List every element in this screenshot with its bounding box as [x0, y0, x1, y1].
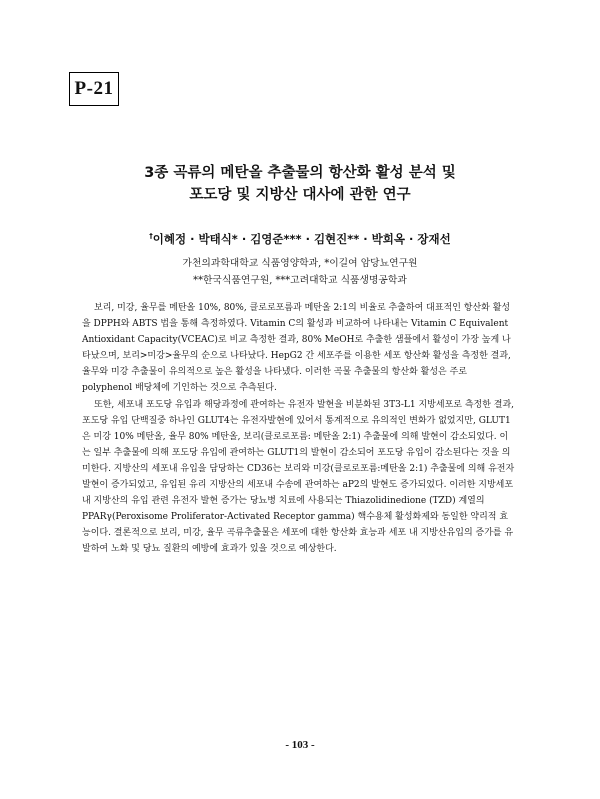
- title-line-1: 3종 곡류의 메탄올 추출물의 항산화 활성 분석 및: [144, 165, 456, 181]
- abstract-body: [82, 300, 516, 558]
- abstract-paragraph-2: 또한, 세포내 포도당 유입과 해당과정에 관여하는 유전자 발현을 비분화된 3T3-L1 지방세포로 측정한 결과, 포도당 유입 단백질중 하나인 GLUT4는 유전자발현에 있어서 통계적으로 유의적인 변화가 없었지만, GLUT1은 미강 10% 메탄올, 율무 80% 메탄올, 보리(클로로포름: 메탄올 2:1) 추출물에 의해 발현이 감소되었다. 이는 일부 추출물에 의해 포도당 유입에 관여하는 GLUT1의 발현이 감소되어 포도당 유입이 감소된다는 것을 의미한다. 지방산의 세포내 유입을 담당하는 CD36는 보리와 미강(클로로포름:메탄올 2:1) 추출물에 의해 유전자 발현이 증가되었고, 유입된 유리 지방산의 세포내 수송에 관여하는 aP2의 발현도 증가되었다. 이러한 지방세포 내 지방산의 유입 관련 유전자 발현 증가는 당뇨병 치료에 사용되는 Thiazolidinedione (TZD) 계열의 PPARγ(Peroxisome Proliferator-Activated Receptor gamma) 핵수용체 활성화제와 동일한 약리적 효능이다. 결론적으로 보리, 미강, 율무 곡류추출물은 세포에 대한 항산화 효능과 세포 내 지방산유입의 증가를 유발하여 노화 및 당뇨 질환의 예방에 효과가 있을 것으로 예상한다.: [82, 399, 515, 555]
- affiliations: [40, 255, 560, 289]
- abstract-paragraph-1: 보리, 미강, 율무를 메탄올 10%, 80%, 클로로포름과 메탄올 2:1의 비율로 추출하여 대표적인 항산화 활성을 DPPH와 ABTS 법을 통해 측정하였다. Vitamin C의 활성과 비교하여 나타내는 Vitamin C Equivalent Antioxidant Capacity(VCEAC)로 비교 측정한 결과, 80% MeOH로 추출한 샘플에서 활성이 가장 높게 나타났으며, 보리>미강>율무의 순으로 나타났다. HepG2 간 세포주를 이용한 세포 항산화 활성을 측정한 결과, 율무와 미강 추출물이 유의적으로 높은 활성을 나타냈다. 이러한 곡물 추출물의 항산화 활성은 주로 polyphenol 배당체에 기인하는 것으로 추측된다.: [82, 303, 511, 394]
- paper-title: [40, 162, 560, 206]
- affiliation-line-1: 가천의과학대학교 식품영양학과, *이길여 암당뇨연구원: [182, 258, 418, 269]
- page-number: - 103 -: [285, 739, 315, 751]
- author-list: [40, 231, 560, 247]
- affiliation-line-2: **한국식품연구원, ***고려대학교 식품생명공학과: [193, 275, 407, 286]
- title-line-2: 포도당 및 지방산 대사에 관한 연구: [189, 187, 411, 203]
- poster-number-badge: P-21: [69, 72, 119, 106]
- author-names: 이혜정 · 박태식* · 김영준*** · 김현진** · 박희옥 · 장재선: [152, 232, 451, 246]
- corresponding-author-mark: †: [149, 232, 153, 241]
